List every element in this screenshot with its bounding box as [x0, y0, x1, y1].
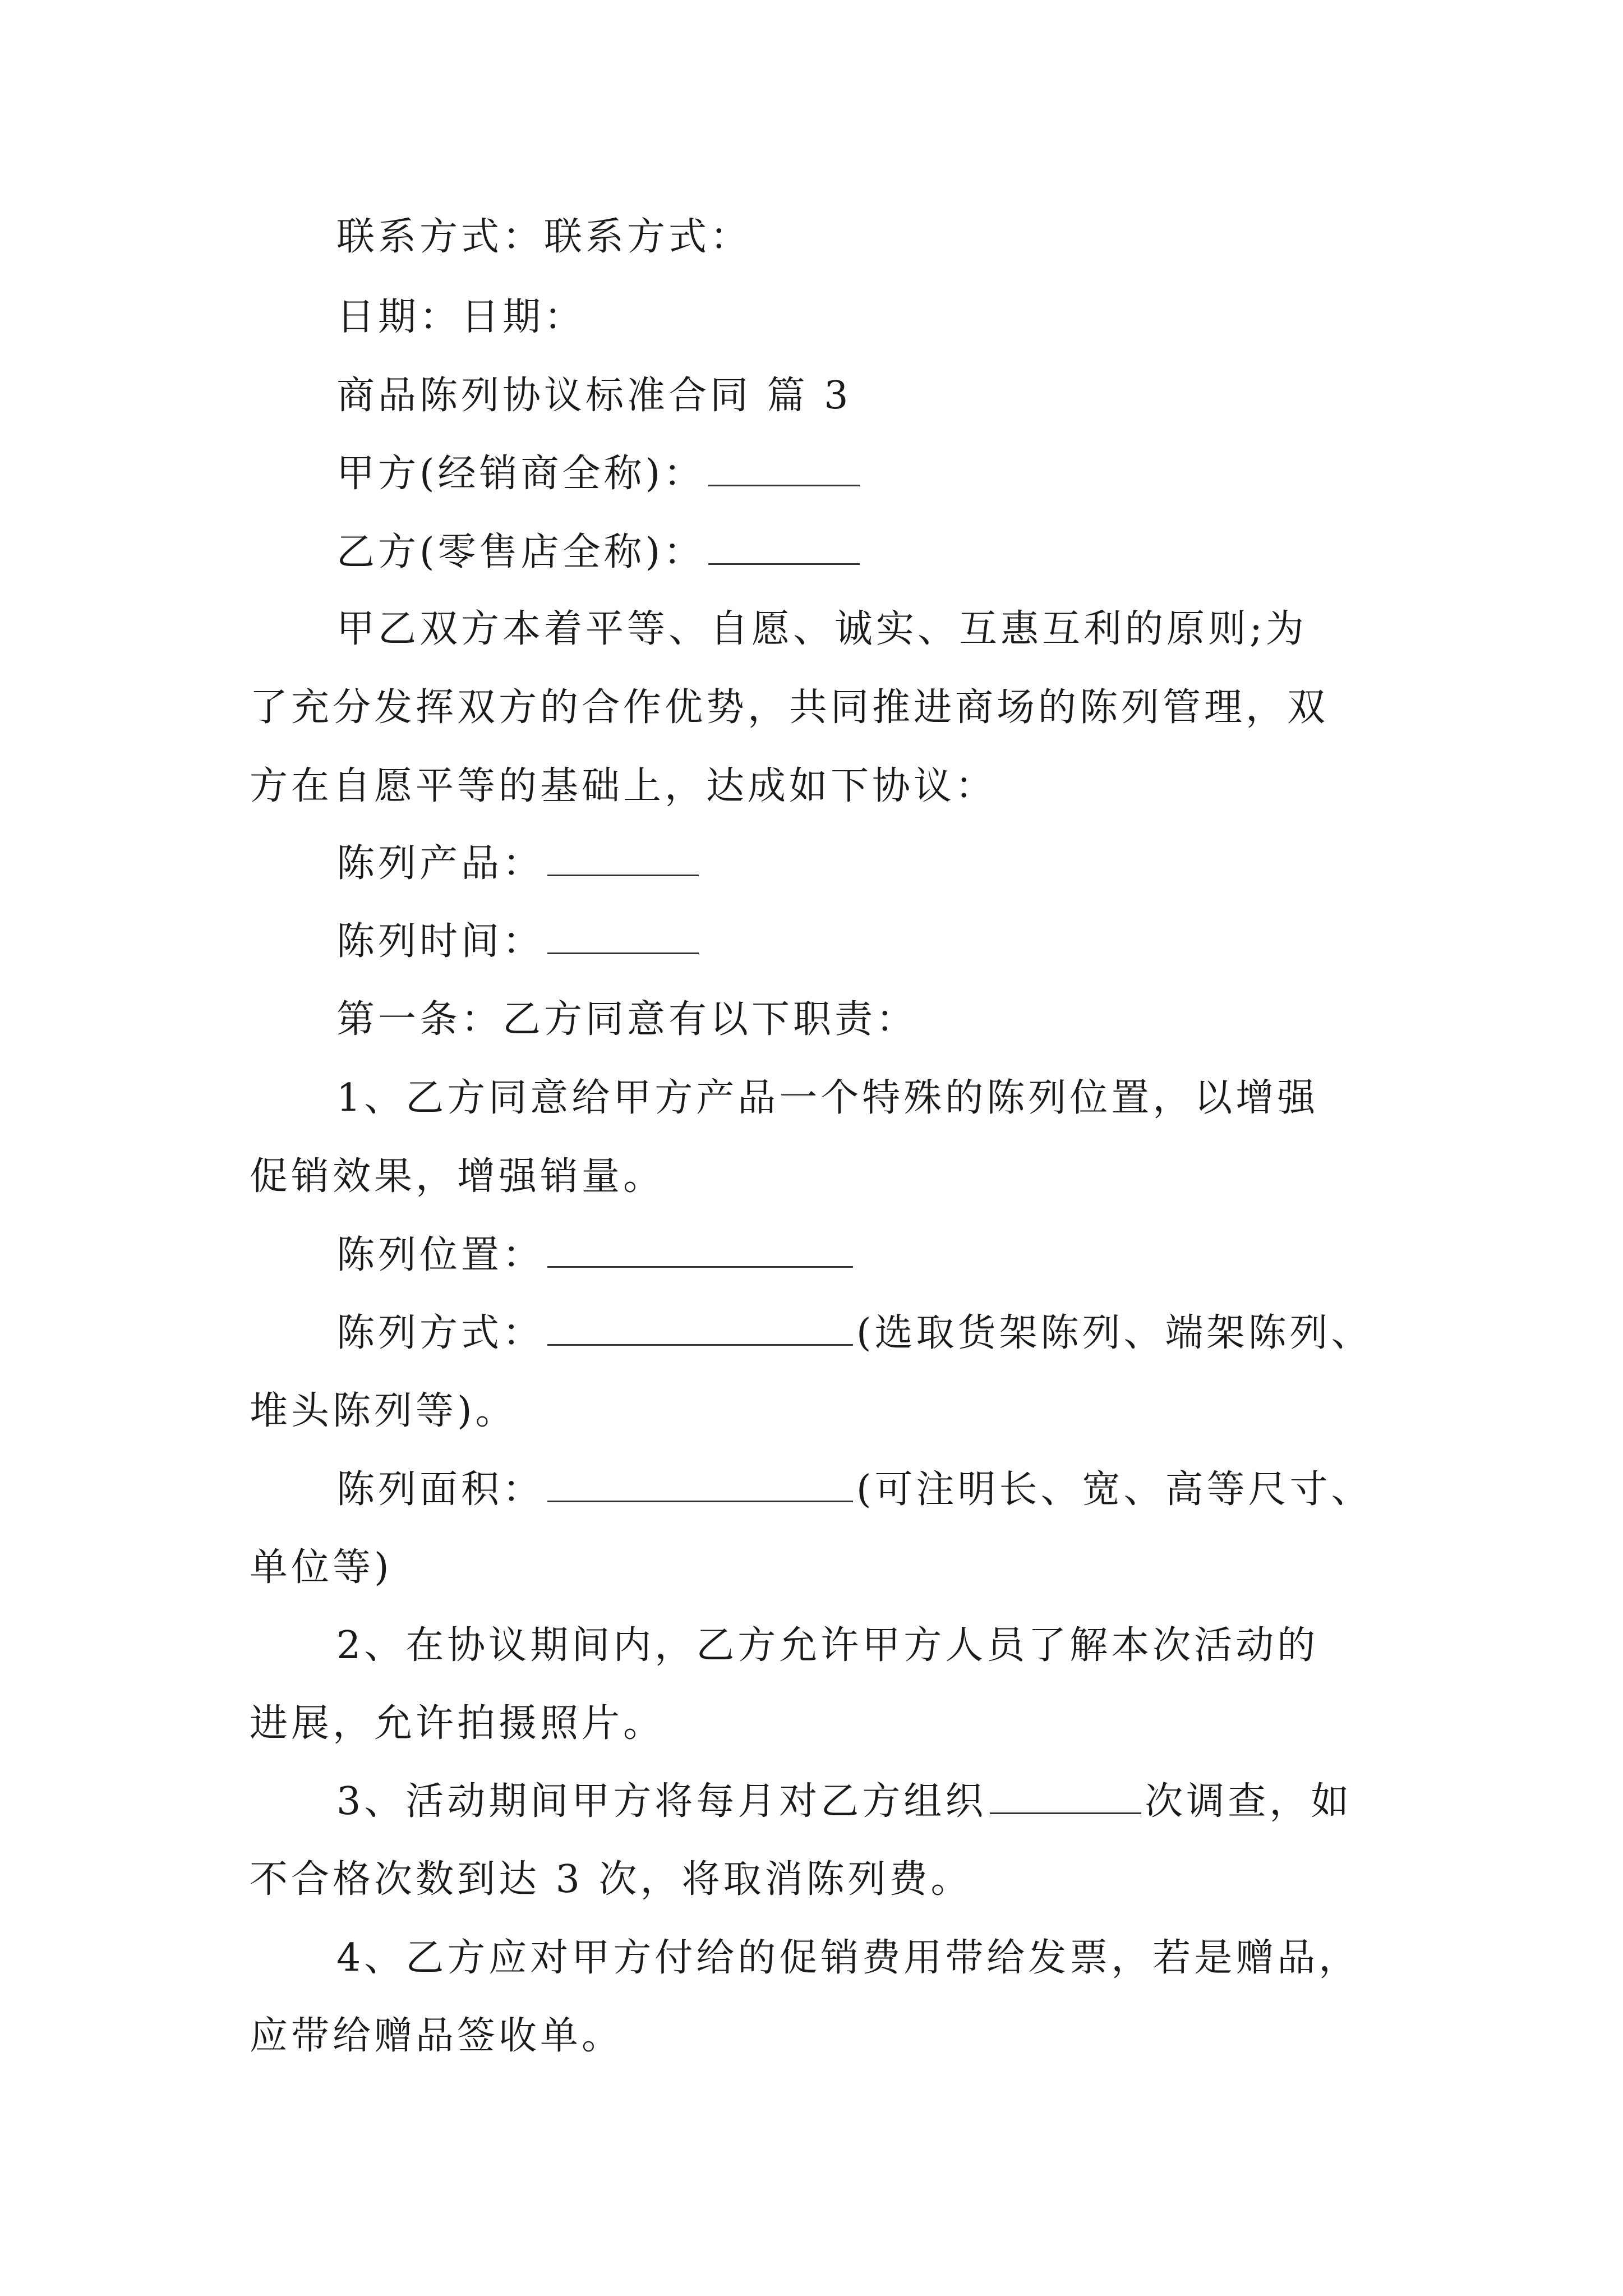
survey-count-blank: [990, 1778, 1141, 1814]
contact-text: 联系方式：联系方式：: [336, 215, 752, 259]
preamble-line-3: [250, 760, 1416, 813]
area-note: (可注明长、宽、高等尺寸、: [856, 1467, 1373, 1512]
area-label: 陈列面积：: [336, 1467, 545, 1512]
item2-text-1: 2、在协议期间内，乙方允许甲方人员了解本次活动的: [336, 1623, 1319, 1668]
preamble-text-3: 方在自愿平等的基础上，达成如下协议：: [250, 764, 997, 808]
item3-line-2: [250, 1853, 1416, 1907]
item3-text-1a: 3、活动期间甲方将每月对乙方组织: [336, 1779, 987, 1824]
product-label: 陈列产品：: [336, 841, 545, 886]
party-b-label: 乙方(零售店全称)：: [336, 530, 706, 574]
party-a-label: 甲方(经销商全称)：: [336, 452, 706, 496]
party-a-line: [336, 447, 1416, 501]
position-blank: [547, 1231, 853, 1268]
product-line: [336, 837, 1416, 891]
date-line: [336, 291, 1416, 344]
item3-text-2: 不合格次数到达 3 次，将取消陈列费。: [250, 1857, 972, 1902]
product-blank: [547, 840, 699, 876]
item4-text-2: 应带给赠品签收单。: [250, 2014, 624, 2058]
section-title-text: 商品陈列协议标准合同 篇 3: [336, 374, 852, 418]
preamble-line-1: [336, 602, 1416, 656]
party-b-line: [336, 526, 1416, 579]
item4-line-2: [250, 2009, 1416, 2063]
position-line: [336, 1228, 1416, 1282]
area-line: [336, 1463, 1416, 1517]
item3-line-1: [336, 1775, 1416, 1829]
item4-line-1: [336, 1931, 1416, 1985]
article1-title-text: 第一条：乙方同意有以下职责：: [336, 997, 918, 1042]
area-blank: [547, 1466, 853, 1502]
time-label: 陈列时间：: [336, 919, 545, 964]
item2-line-1: [336, 1619, 1416, 1673]
position-label: 陈列位置：: [336, 1233, 545, 1277]
method-line-2: [250, 1384, 1416, 1438]
method-label: 陈列方式：: [336, 1311, 545, 1355]
item2-line-2: [250, 1697, 1416, 1751]
item1-line-2: [250, 1150, 1416, 1204]
time-blank: [547, 918, 699, 954]
method-note: (选取货架陈列、端架陈列、: [856, 1311, 1373, 1355]
method-blank: [547, 1309, 853, 1346]
area-line-2: [250, 1541, 1416, 1595]
item1-line-1: [336, 1071, 1416, 1125]
party-b-blank: [708, 528, 860, 565]
contact-line: [336, 210, 1416, 264]
party-a-blank: [708, 450, 860, 486]
date-text: 日期：日期：: [336, 295, 586, 339]
area-note-2: 单位等): [250, 1545, 393, 1590]
item1-text-1: 1、乙方同意给甲方产品一个特殊的陈列位置，以增强: [336, 1076, 1319, 1120]
item4-text-1: 4、乙方应对甲方付给的促销费用带给发票，若是赠品，: [336, 1936, 1361, 1980]
preamble-text-1: 甲乙双方本着平等、自愿、诚实、互惠互利的原则;为: [336, 607, 1307, 651]
item1-text-2: 促销效果，增强销量。: [250, 1154, 665, 1199]
method-line: [336, 1306, 1416, 1360]
article1-title: [336, 993, 1416, 1047]
preamble-text-2: 了充分发挥双方的合作优势，共同推进商场的陈列管理，双: [250, 685, 1329, 730]
item3-text-1b: 次调查，如: [1145, 1779, 1353, 1824]
time-line: [336, 915, 1416, 969]
preamble-line-2: [250, 681, 1416, 735]
method-note-2: 堆头陈列等)。: [250, 1389, 517, 1433]
item2-text-2: 进展，允许拍摄照片。: [250, 1701, 665, 1746]
section-title: [336, 369, 1416, 423]
